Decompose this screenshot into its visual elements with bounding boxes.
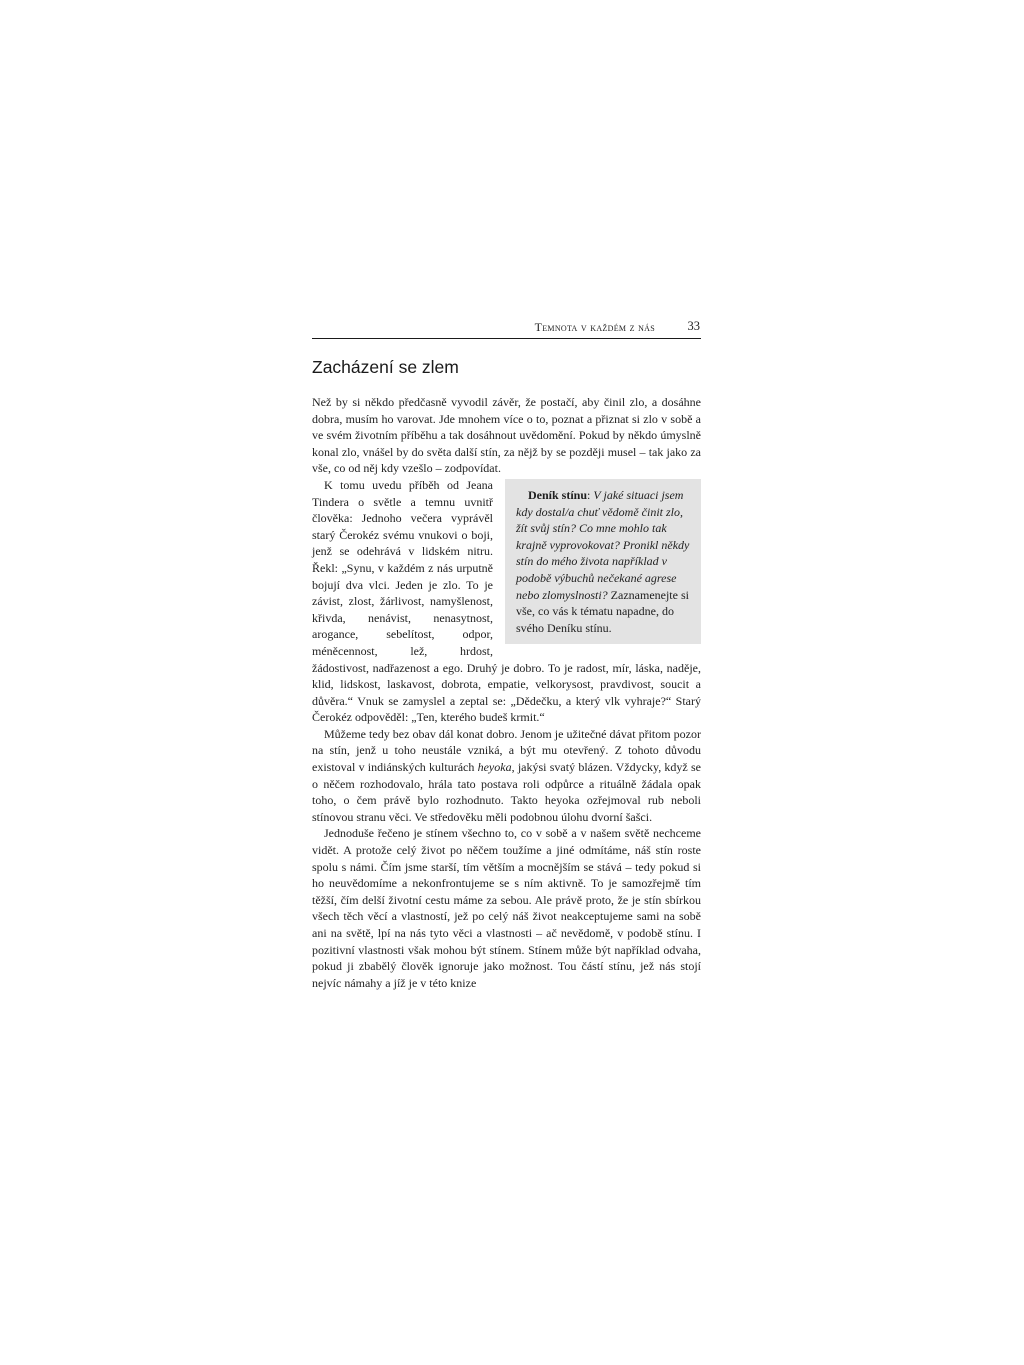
shadow-journal-question: V jaké situaci jsem kdy dostal/a chuť vědomě činit zlo, žít svůj stín? Co mne mohlo tak krajně vyprovokovat? Pronikl někdy stín do mého života například v podobě výbuchů nečekané agrese nebo zlomyslnosti? <box>516 487 690 602</box>
paragraph-3-rest: , jakýsi svatý blázen. Vždycky, když se o něčem rozhodovalo, hrála tato postava roli odpůrce a rituálně žádala opak toho, o čem právě bylo rozhodnuto. Takto heyoka ozřejmoval rub neboli stínovou stranu věci. Ve středověku měli podobnou úlohu dvorní šašci. <box>312 760 701 824</box>
paragraph-4: Jednoduše řečeno je stínem všechno to, co v sobě a v našem světě nechceme vidět. A protože celý život po něčem toužíme a jiné odmítáme, náš stín roste spolu s námi. Čím jsme starší, tím větším a mocnějším se stává – tedy pokud si ho neuvědomíme a nekonfrontujeme se s ním aktivně. To je samozřejmě tím těžší, čím delší životní cestu máme za sebou. Ale právě proto, že je stín sbírkou všech těch věcí a vlastností, jež po celý náš život neakceptujeme sami na sobě ani na světě, lpí na nás tyto věci a vlastnosti – ač nevědomě, v podobě stínu. I pozitivní vlastnosti však mohou být stínem. Stínem může být například odvaha, pokud ji zbabělý člověk ignoruje jako možnost. Tou částí stínu, jež nás stojí nejvíc námahy a jíž je v této knize <box>312 826 701 990</box>
shadow-journal-box <box>505 479 701 644</box>
shadow-journal-label: Deník stínu <box>528 487 588 502</box>
page-number: 33 <box>687 319 700 333</box>
running-header <box>312 318 701 339</box>
paragraph-2 <box>312 477 701 726</box>
body-text <box>312 394 701 991</box>
section-title: Zacházení se zlem <box>312 357 459 377</box>
paragraph-1: Než by si někdo předčasně vyvodil závěr, že postačí, aby činil zlo, a dosáhne dobra, musím ho varovat. Jde mnohem více o to, poznat a přiznat si zlo v sobě a ve svém životním příběhu a tak dosáhnout uvědomění. Pokud by někdo úmyslně konal zlo, vnášel by do světa další stín, za nějž by se později musel – tak jako za vše, co od něj kdy vzešlo – zodpovídat. <box>312 395 701 476</box>
running-title: Temnota v každém z nás <box>534 320 655 334</box>
paragraph-3-start: Můžeme tedy bez obav dál konat dobro. Jenom je užitečné dávat přitom pozor na stín, jenž u toho neustále vzniká, a být mu otevřený. Z tohoto důvodu existoval v indiánských kulturách <box>312 726 701 775</box>
book-page <box>312 318 701 991</box>
paragraph-3 <box>312 726 701 826</box>
heyoka-term: heyoka <box>477 760 512 775</box>
shadow-journal-separator: : <box>587 487 594 502</box>
shadow-journal-instruction: Zaznamenejte si vše, co vás k tématu napadne, do svého Deníku stínu. <box>516 587 689 635</box>
paragraph-2-text: K tomu uvedu příběh od Jeana Tindera o světle a temnu uvnitř člověka: Jednoho večera vyprávěl starý Čerokéz svému vnukovi o boji, jenž se odehrává v lidském nitru. Řekl: „Synu, v každém z nás urputně bojují dva vlci. Jeden je zlo. To je závist, zlost, žárlivost, namyšlenost, křivda, nenávist, nenasytnost, arogance, sebelítost, odpor, méněcennost, lež, hrdost, žádostivost, nadřazenost a ego. Druhý je dobro. To je radost, mír, láska, naděje, klid, lidskost, laskavost, dobrota, empatie, velkorysost, pravdivost, soucit a důvěra.“ Vnuk se zamyslel a zeptal se: „Dědečku, a který vlk vyhraje?“ Starý Čerokéz odpověděl: „Ten, kterého budeš krmit.“ <box>312 477 701 725</box>
